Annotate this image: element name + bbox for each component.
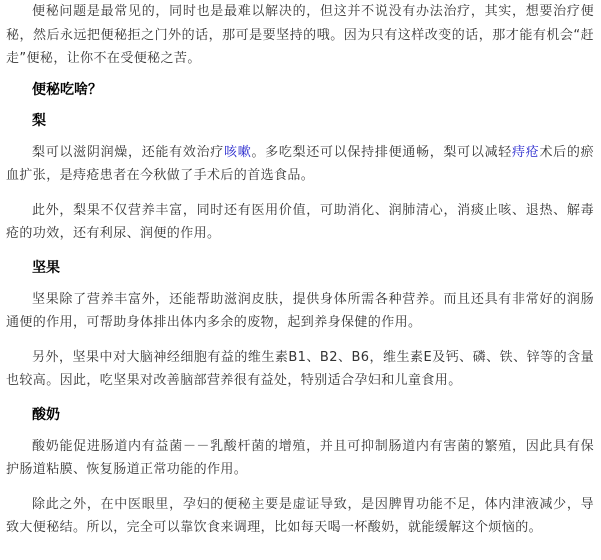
article-body [6, 0, 594, 540]
intro-paragraph: 便秘问题是最常见的，同时也是最难以解决的，但这并不说没有办法治疗，其实，想要治疗便秘，然后永远把便秘拒之门外的话，那可是要坚持的哦。因为只有这样改变的话，那才能有机会“赶走”便秘，让你不在受便秘之苦。 [6, 4, 594, 66]
pear-text-c: 术后的瘀血扩张，是痔疮患者在今秋做了手术后的首选食品。 [6, 144, 594, 183]
main-heading: 便秘吃啥？ [32, 81, 102, 98]
section-heading-nuts: 坚果 [32, 259, 60, 276]
yogurt-paragraph-1: 酸奶能促进肠道内有益菌－－乳酸杆菌的增殖，并且可抑制肠道内有害菌的繁殖，因此具有保护肠道粘膜、恢复肠道正常功能的作用。 [6, 438, 594, 477]
yogurt-paragraph-2: 除此之外，在中医眼里，孕妇的便秘主要是虚证导致，是因脾胃功能不足，体内津液减少，导致大便秘结。所以，完全可以靠饮食来调理，比如每天喝一杯酸奶，就能缓解这个烦恼的。 [6, 496, 594, 535]
section-heading-yogurt: 酸奶 [32, 406, 60, 423]
nuts-paragraph-2: 另外，坚果中对大脑神经细胞有益的维生素B1、B2、B6，维生素E及钙、磷、铁、锌等的含量也较高。因此，吃坚果对改善脑部营养很有益处，特别适合孕妇和儿童食用。 [6, 349, 594, 388]
cough-link[interactable]: 咳嗽 [224, 144, 252, 160]
pear-text-b: 。多吃梨还可以保持排便通畅，梨可以减轻 [251, 144, 512, 160]
pear-text-a: 梨可以滋阴润燥，还能有效治疗 [32, 144, 224, 160]
pear-paragraph-2: 此外，梨果不仅营养丰富，同时还有医用价值，可助消化、润肺清心，消痰止咳、退热、解毒疮的功效，还有利尿、润便的作用。 [6, 202, 594, 241]
section-heading-pear: 梨 [32, 112, 46, 129]
pear-paragraph-1 [6, 141, 594, 188]
nuts-paragraph-1: 坚果除了营养丰富外，还能帮助滋润皮肤，提供身体所需各种营养。而且还具有非常好的润肠通便的作用，可帮助身体排出体内多余的废物，起到养身保健的作用。 [6, 291, 594, 330]
hemorrhoids-link[interactable]: 痔疮 [512, 144, 540, 160]
